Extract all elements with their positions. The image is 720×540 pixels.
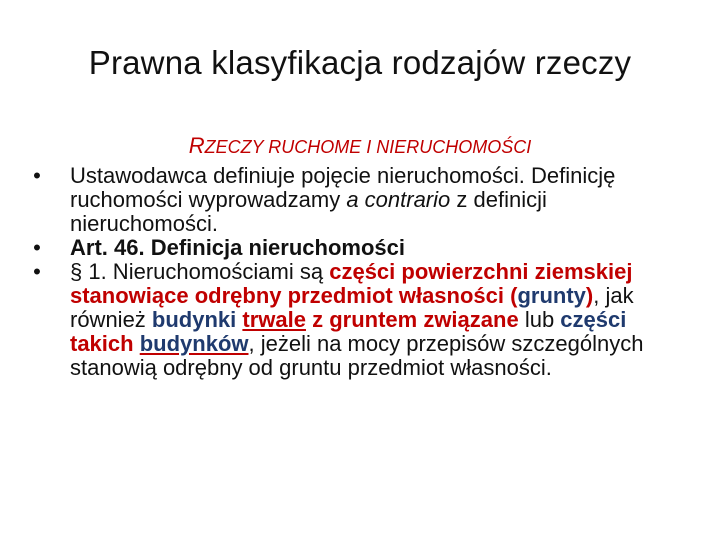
bullet-item-article: [28, 236, 688, 260]
bullet-item-paragraph: [28, 260, 688, 380]
highlight-trwale: trwale: [242, 307, 306, 332]
paragraph-lub: lub: [518, 307, 561, 332]
highlight-land-parts: części powierzchni ziemskiej stanowiące odrębny przedmiot własności (: [70, 259, 633, 308]
highlight-z-gruntem: z gruntem związane: [305, 307, 519, 332]
subtitle-rest: ZECZY RUCHOME I NIERUCHOMOŚCI: [204, 137, 532, 157]
bullet-marker: •: [33, 235, 41, 260]
paragraph-intro: § 1. Nieruchomościami są: [70, 259, 330, 284]
highlight-grunty: grunty: [517, 283, 586, 308]
slide-title: Prawna klasyfikacja rodzajów rzeczy: [88, 44, 632, 81]
article-heading: Art. 46. Definicja nieruchomości: [70, 235, 405, 260]
bullet-marker: •: [33, 163, 41, 188]
highlight-budynkow: budynków: [139, 331, 249, 356]
paragraph-connector: , jak również: [70, 283, 634, 332]
bullet-italic-term: a contrario: [346, 187, 451, 212]
highlight-czesci: części: [560, 307, 627, 332]
bullet-list: [28, 164, 688, 380]
highlight-close-paren: ): [585, 283, 594, 308]
paragraph-end: , jeżeli na mocy przepisów szczególnych stanowią odrębny od gruntu przedmiot własności.: [70, 331, 644, 380]
bullet-marker: •: [33, 259, 41, 284]
highlight-budynki: budynki: [151, 307, 237, 332]
subtitle-initial: R: [188, 133, 205, 158]
bullet-text: Ustawodawca definiuje pojęcie nieruchomości. Definicję ruchomości wyprowadzamy: [70, 163, 616, 212]
bullet-item-definition: [28, 164, 688, 236]
highlight-takich: takich: [70, 331, 134, 356]
bullet-text-end: z definicji nieruchomości.: [70, 187, 547, 236]
slide-subtitle: [0, 133, 720, 159]
